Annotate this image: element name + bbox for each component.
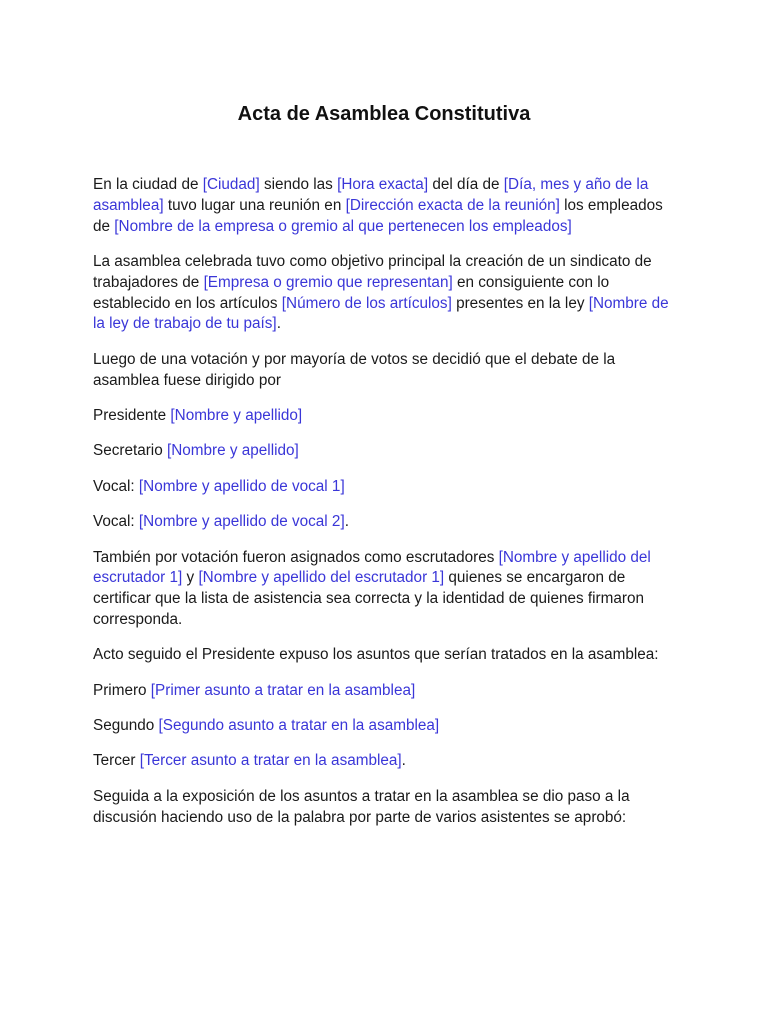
placeholder-field: [Nombre y apellido de vocal 2] (138, 513, 345, 531)
paragraph-agenda-1 (93, 681, 683, 702)
placeholder-field: [Nombre y apellido] (170, 406, 303, 424)
text-segment: presentes en la ley (451, 294, 589, 312)
text-segment: . (401, 752, 406, 770)
text-segment: Vocal: (93, 513, 139, 531)
text-segment: En la ciudad de (93, 176, 203, 193)
paragraph-secretary (93, 441, 683, 462)
text-segment: Seguida a la exposición de los asuntos a tratar en la asamblea se dio paso a la discusión haciendo uso de la palabra por parte de varios asistentes se aprobó: (93, 787, 630, 826)
paragraph-scrutineers (93, 548, 683, 631)
placeholder-field: [Ciudad] (202, 176, 260, 193)
text-segment: . (344, 513, 349, 531)
document-body (93, 175, 683, 843)
text-segment: . (276, 315, 281, 333)
placeholder-field: [Tercer asunto a tratar en la asamblea] (139, 752, 402, 770)
placeholder-field: [Primer asunto a tratar en la asamblea] (150, 681, 416, 699)
placeholder-field: [Nombre y apellido] (166, 442, 299, 460)
placeholder-field: [Hora exacta] (337, 176, 429, 193)
paragraph-agenda-2 (93, 716, 683, 737)
text-segment: Acto seguido el Presidente expuso los asuntos que serían tratados en la asamblea: (93, 646, 659, 664)
text-segment: Secretario (93, 442, 167, 460)
placeholder-field: [Empresa o gremio que representan] (203, 273, 453, 291)
paragraph-vocal-1 (93, 477, 683, 498)
text-segment: Presidente (93, 406, 171, 424)
paragraph-intro (93, 175, 683, 237)
placeholder-field: [Nombre y apellido del escrutador 1] (93, 548, 651, 587)
text-segment: Tercer (93, 752, 140, 770)
placeholder-field: [Dirección exacta de la reunión] (345, 196, 560, 214)
placeholder-field: [Segundo asunto a tratar en la asamblea] (158, 717, 440, 735)
placeholder-field: [Nombre de la empresa o gremio al que pertenecen los empleados] (114, 217, 572, 235)
text-segment: También por votación fueron asignados como escrutadores (93, 548, 499, 566)
placeholder-field: [Nombre y apellido de vocal 1] (138, 477, 345, 495)
text-segment: tuvo lugar una reunión en (163, 196, 346, 214)
paragraph-agenda-3 (93, 751, 683, 772)
placeholder-field: [Día, mes y año de la asamblea] (93, 176, 649, 214)
paragraph-vote (93, 350, 683, 392)
text-segment: del día de (428, 176, 504, 193)
placeholder-field: [Nombre de la ley de trabajo de tu país] (93, 294, 669, 333)
text-segment: en consiguiente con lo establecido en los artículos (93, 273, 610, 312)
paragraph-discussion (93, 787, 683, 829)
document-title: Acta de Asamblea Constitutiva (237, 103, 531, 125)
text-segment: Luego de una votación y por mayoría de votos se decidió que el debate de la asamblea fuese dirigido por (93, 350, 616, 389)
text-segment: los empleados de (93, 196, 663, 235)
text-segment: siendo las (259, 176, 338, 193)
paragraph-agenda-intro (93, 645, 683, 666)
text-segment: quienes se encargaron de certificar que la lista de asistencia sea correcta y la identidad de quienes firmaron corresponda. (93, 569, 644, 628)
paragraph-vocal-2 (93, 512, 683, 533)
text-segment: Vocal: (93, 477, 139, 495)
paragraph-president (93, 406, 683, 427)
placeholder-field: [Nombre y apellido del escrutador 1] (198, 569, 445, 587)
text-segment: Primero (93, 681, 151, 699)
text-segment: La asamblea celebrada tuvo como objetivo principal la creación de un sindicato de trabajadores de (93, 252, 652, 291)
placeholder-field: [Número de los artículos] (281, 294, 452, 312)
paragraph-objective (93, 252, 683, 335)
text-segment: Segundo (93, 717, 159, 735)
text-segment: y (182, 569, 199, 587)
